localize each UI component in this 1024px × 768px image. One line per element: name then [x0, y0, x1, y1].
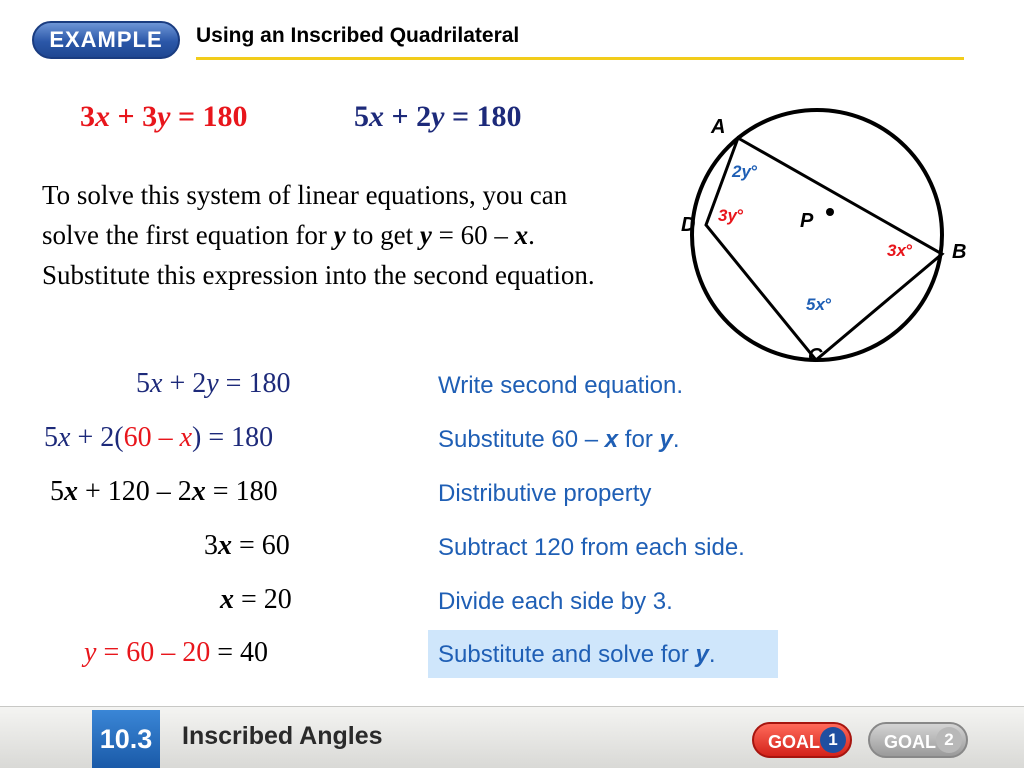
- step-1-note: Write second equation.: [438, 372, 684, 399]
- step-2-note: Substitute 60 – x for y.: [438, 426, 680, 453]
- header-divider: [196, 57, 964, 60]
- step-3-equation: 5x + 120 – 2x = 180: [50, 476, 278, 507]
- equation-second: 5x + 2y = 180: [354, 100, 522, 133]
- step-2-equation: 5x + 2(60 – x) = 180: [44, 422, 274, 453]
- label-p: P: [800, 210, 814, 232]
- label-d: D: [681, 214, 696, 236]
- angle-d-measure: 3y°: [718, 206, 744, 225]
- angle-a-measure: 2y°: [732, 162, 758, 181]
- center-point: [826, 208, 834, 216]
- step-4-note: Subtract 120 from each side.: [438, 534, 745, 561]
- goal-2-number: 2: [936, 727, 962, 753]
- step-6-equation: y = 60 – 20 = 40: [84, 637, 269, 668]
- goal-2-label: GOAL: [884, 732, 936, 752]
- step-5-equation: x = 20: [220, 584, 292, 615]
- step-3-note: Distributive property: [438, 480, 652, 507]
- goal-1-label: GOAL: [768, 732, 820, 752]
- goal-1-button[interactable]: [752, 722, 852, 758]
- equation-first: 3x + 3y = 180: [80, 100, 248, 133]
- inscribed-quadrilateral-diagram: [672, 100, 972, 370]
- circle-outline: [692, 110, 942, 360]
- step-1-equation: 5x + 2y = 180: [136, 368, 291, 399]
- step-6-note: Substitute and solve for y.: [438, 641, 716, 668]
- goal-1-number: 1: [820, 727, 846, 753]
- explanation-paragraph: To solve this system of linear equations, you can solve the first equation for y to get y = 60 – x. Substitute this expression into the second equation.: [42, 180, 595, 290]
- label-a: A: [711, 116, 726, 138]
- goal-2-button[interactable]: [868, 722, 968, 758]
- example-badge: EXAMPLE: [32, 21, 180, 59]
- step-4-equation: 3x = 60: [204, 530, 290, 561]
- page-title: Using an Inscribed Quadrilateral: [196, 24, 520, 47]
- section-number: 10.3: [92, 710, 160, 768]
- angle-b-measure: 3x°: [887, 241, 913, 260]
- label-c: C: [808, 345, 823, 367]
- section-title: Inscribed Angles: [182, 722, 383, 750]
- label-b: B: [952, 241, 967, 263]
- step-5-note: Divide each side by 3.: [438, 588, 673, 615]
- angle-c-measure: 5x°: [806, 295, 832, 314]
